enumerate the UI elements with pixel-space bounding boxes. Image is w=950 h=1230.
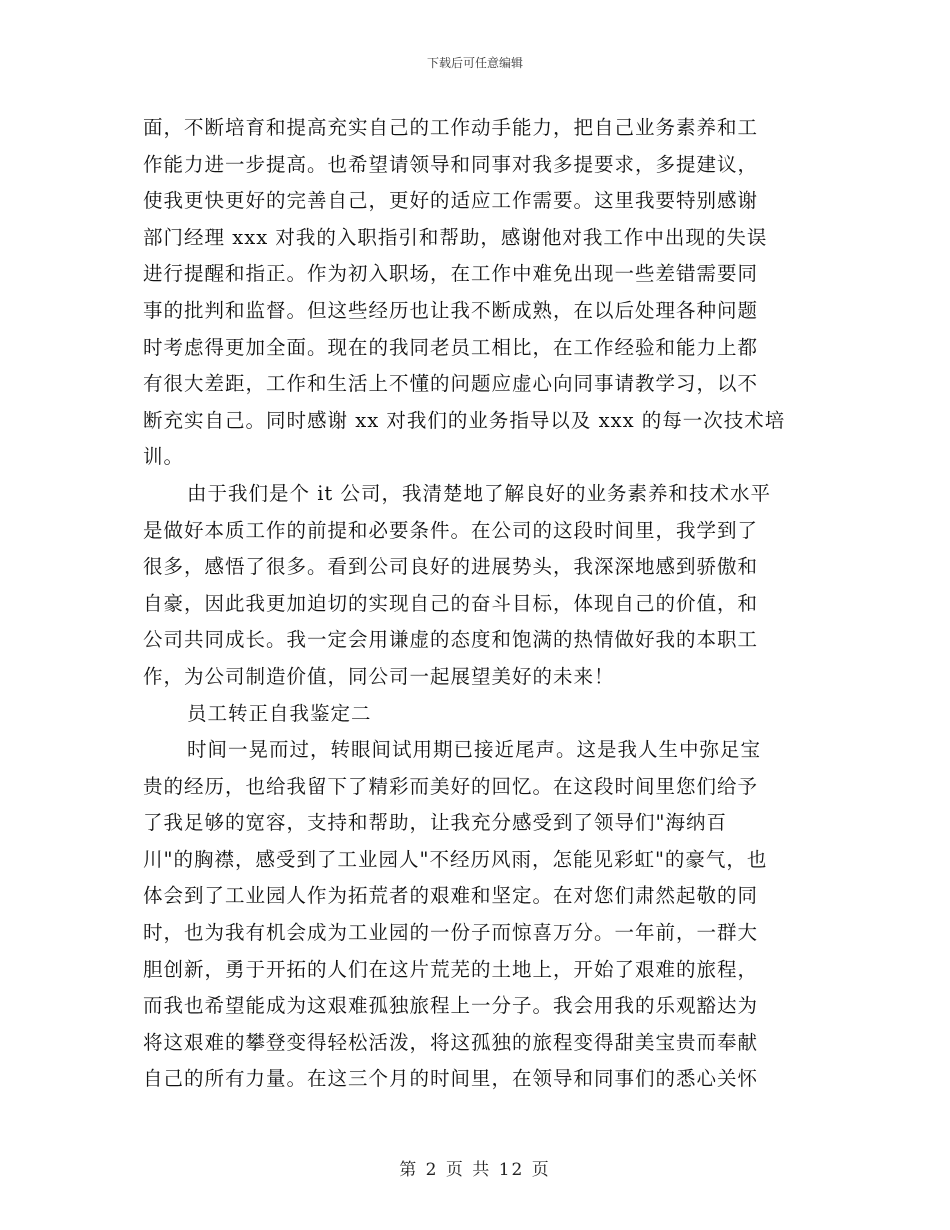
text-line: 川"的胸襟，感受到了工业园人"不经历风雨，怎能见彩虹"的豪气，也 (143, 847, 768, 871)
text-line: 时，也为我有机会成为工业园的一份子而惊喜万分。一年前，一群大 (143, 921, 759, 945)
text-line: 面，不断培育和提高充实自己的工作动手能力，把自己业务素养和工 (143, 116, 759, 139)
text-line: 时考虑得更加全面。现在的我同老员工相比，在工作经验和能力上都 (143, 335, 759, 359)
text-line: 而我也希望能成为这艰难孤独旅程上一分子。我会用我的乐观豁达为 (143, 994, 759, 1018)
text-line: 将这艰难的攀登变得轻松活泼，将这孤独的旅程变得甜美宝贵而奉献 (143, 1030, 759, 1054)
text-line: 胆创新，勇于开拓的人们在这片荒芜的土地上，开始了艰难的旅程， (143, 957, 759, 981)
paragraph-first-line: 由于我们是个 it 公司，我清楚地了解良好的业务素养和技术水平 (187, 481, 771, 505)
text-line: 进行提醒和指正。作为初入职场，在工作中难免出现一些差错需要同 (143, 262, 759, 286)
text-line: 自豪，因此我更加迫切的实现自己的奋斗目标，体现自己的价值，和 (143, 591, 759, 615)
page-header: 下载后可任意编辑 (426, 56, 523, 70)
text-line: 部门经理 xxx 对我的入职指引和帮助，感谢他对我工作中出现的失误 (143, 225, 768, 249)
text-line: 体会到了工业园人作为拓荒者的艰难和坚定。在对您们肃然起敬的同 (143, 884, 759, 908)
text-line: 训。 (143, 445, 185, 469)
text-line: 公司共同成长。我一定会用谦虚的态度和饱满的热情做好我的本职工 (143, 628, 759, 652)
text-line: 贵的经历，也给我留下了精彩而美好的回忆。在这段时间里您们给予 (143, 774, 759, 798)
text-line: 作，为公司制造价值，同公司一起展望美好的未来！ (143, 664, 615, 688)
paragraph-first-line: 时间一晃而过，转眼间试用期已接近尾声。这是我人生中弥足宝 (187, 738, 762, 762)
text-line: 使我更快更好的完善自己，更好的适应工作需要。这里我要特别感谢 (143, 189, 759, 213)
page-footer: 第 2 页 共 12 页 (399, 1160, 551, 1180)
text-line: 作能力进一步提高。也希望请领导和同事对我多提要求，多提建议， (143, 152, 759, 176)
body-text (143, 110, 808, 1098)
text-line: 有很大差距，工作和生活上不懂的问题应虚心向同事请教学习，以不 (143, 372, 759, 396)
text-line: 断充实自己。同时感谢 xx 对我们的业务指导以及 xxx 的每一次技术培 (143, 408, 786, 432)
text-line: 了我足够的宽容，支持和帮助，让我充分感受到了领导们"海纳百 (143, 811, 727, 835)
text-line: 很多，感悟了很多。看到公司良好的进展势头，我深深地感到骄傲和 (143, 555, 759, 579)
text-line: 事的批判和监督。但这些经历也让我不断成熟，在以后处理各种问题 (143, 298, 759, 322)
text-line: 自己的所有力量。在这三个月的时间里，在领导和同事们的悉心关怀 (143, 1067, 759, 1091)
text-line: 是做好本质工作的前提和必要条件。在公司的这段时间里，我学到了 (143, 518, 759, 542)
section-heading: 员工转正自我鉴定二 (187, 701, 372, 725)
